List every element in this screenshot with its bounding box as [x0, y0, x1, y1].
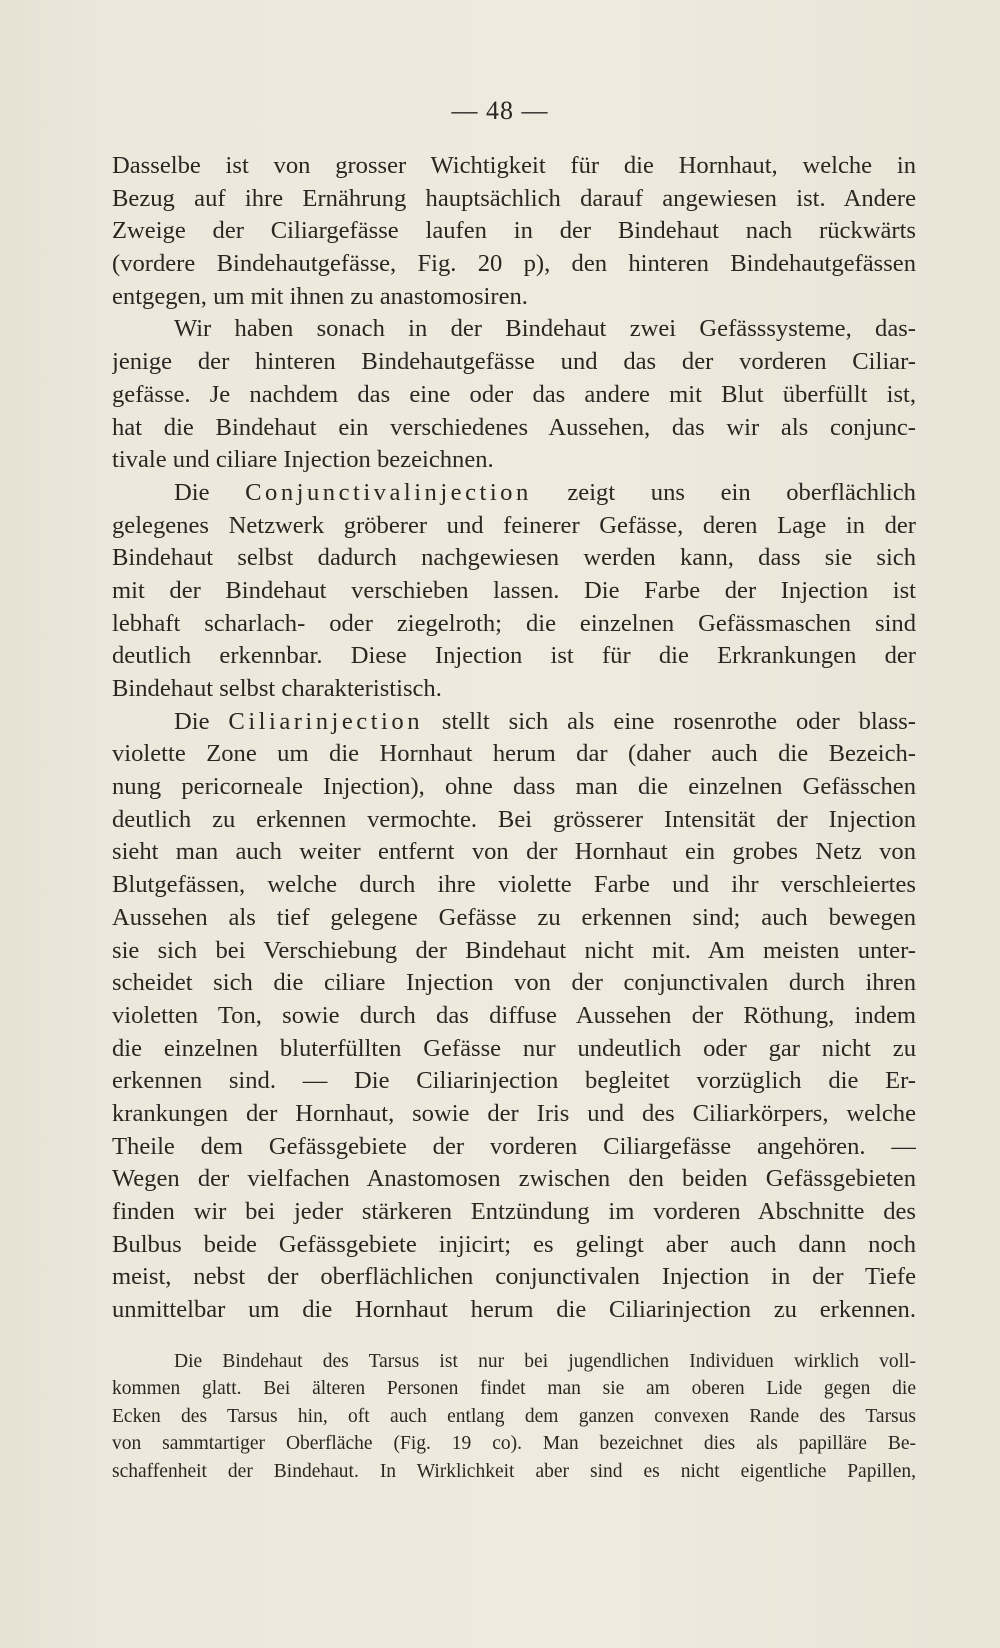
- text-line: (vordere Bindehautgefässe, Fig. 20 p), den hinteren Bindehautgefässen: [112, 250, 916, 278]
- spaced-term: Conjunctivalinjection: [245, 478, 532, 506]
- footnote-line: von sammtartiger Oberfläche (Fig. 19 co). Man bezeichnet dies als papilläre Be-: [112, 1433, 916, 1455]
- text-line: hat die Bindehaut ein verschiedenes Aussehen, das wir als conjunc-: [112, 413, 916, 441]
- footnote-line: kommen glatt. Bei älteren Personen findet man sie am oberen Lide gegen die: [112, 1378, 916, 1400]
- text-segment: stellt sich als eine rosenrothe oder blass-: [423, 707, 916, 735]
- text-line: Wegen der vielfachen Anastomosen zwischen den beiden Gefässgebieten: [112, 1165, 916, 1193]
- footnote-line: Ecken des Tarsus hin, oft auch entlang dem ganzen convexen Rande des Tarsus: [112, 1405, 916, 1427]
- text-line: Theile dem Gefässgebiete der vorderen Ciliargefässe angehören. —: [112, 1132, 916, 1160]
- text-line: lebhaft scharlach- oder ziegelroth; die einzelnen Gefässmaschen sind: [112, 609, 916, 637]
- text-line: erkennen sind. — Die Ciliarinjection begleitet vorzüglich die Er-: [112, 1067, 916, 1095]
- text-line: gelegenes Netzwerk gröberer und feinerer Gefässe, deren Lage in der: [112, 511, 916, 539]
- text-line: sieht man auch weiter entfernt von der Hornhaut ein grobes Netz von: [112, 838, 916, 866]
- text-line: Wir haben sonach in der Bindehaut zwei Gefässsysteme, das-: [174, 315, 916, 343]
- text-line: Bezug auf ihre Ernährung hauptsächlich darauf angewiesen ist. Andere: [112, 184, 916, 212]
- text-line: jenige der hinteren Bindehautgefässe und das der vorderen Ciliar-: [112, 348, 916, 376]
- text-line: deutlich zu erkennen vermochte. Bei grösserer Intensität der Injection: [112, 805, 916, 833]
- text-line: Dasselbe ist von grosser Wichtigkeit für die Hornhaut, welche in: [112, 152, 916, 179]
- text-line: entgegen, um mit ihnen zu anastomosiren.: [112, 282, 528, 310]
- text-line: sie sich bei Verschiebung der Bindehaut nicht mit. Am meisten unter-: [112, 936, 916, 964]
- page-number: — 48 —: [451, 96, 549, 125]
- text-segment: Die: [174, 707, 229, 735]
- text-line: Zweige der Ciliargefässe laufen in der Bindehaut nach rückwärts: [112, 217, 916, 245]
- spaced-term: Ciliarinjection: [228, 707, 423, 735]
- text-line: violetten Ton, sowie durch das diffuse Aussehen der Röthung, indem: [112, 1001, 916, 1029]
- text-line: tivale und ciliare Injection bezeichnen.: [112, 446, 494, 474]
- main-text-body: [112, 150, 916, 1327]
- text-line: Blutgefässen, welche durch ihre violette Farbe und ihr verschleiertes: [112, 871, 916, 899]
- text-line: violette Zone um die Hornhaut herum dar (daher auch die Bezeich-: [112, 740, 916, 768]
- text-line: unmittelbar um die Hornhaut herum die Ciliarinjection zu erkennen.: [112, 1296, 916, 1324]
- text-line: nung pericorneale Injection), ohne dass man die einzelnen Gefässchen: [112, 773, 916, 801]
- footnote-line: schaffenheit der Bindehaut. In Wirklichkeit aber sind es nicht eigentliche Papillen,: [112, 1460, 916, 1482]
- text-segment: zeigt uns ein oberflächlich: [531, 478, 916, 506]
- text-line: Bulbus beide Gefässgebiete injicirt; es gelingt aber auch dann noch: [112, 1230, 916, 1258]
- text-line: Bindehaut selbst charakteristisch.: [112, 675, 442, 702]
- text-line: meist, nebst der oberflächlichen conjunctivalen Injection in der Tiefe: [112, 1263, 916, 1291]
- text-segment: Die: [174, 478, 246, 506]
- text-line: krankungen der Hornhaut, sowie der Iris und des Ciliarkörpers, welche: [112, 1099, 916, 1127]
- text-line: [112, 706, 916, 739]
- text-line: [112, 477, 916, 510]
- text-line: Bindehaut selbst dadurch nachgewiesen werden kann, dass sie sich: [112, 544, 916, 572]
- footnote-text: [112, 1348, 916, 1485]
- text-line: mit der Bindehaut verschieben lassen. Die Farbe der Injection ist: [112, 576, 916, 604]
- text-line: scheidet sich die ciliare Injection von der conjunctivalen durch ihren: [112, 969, 916, 997]
- text-line: gefässe. Je nachdem das eine oder das andere mit Blut überfüllt ist,: [112, 380, 916, 408]
- footnote-line: Die Bindehaut des Tarsus ist nur bei jugendlichen Individuen wirklich voll-: [174, 1351, 916, 1372]
- text-line: Aussehen als tief gelegene Gefässe zu erkennen sind; auch bewegen: [112, 903, 916, 931]
- text-line: deutlich erkennbar. Diese Injection ist für die Erkrankungen der: [112, 642, 916, 670]
- text-line: die einzelnen bluterfüllten Gefässe nur undeutlich oder gar nicht zu: [112, 1034, 916, 1062]
- text-line: finden wir bei jeder stärkeren Entzündung im vorderen Abschnitte des: [112, 1198, 916, 1225]
